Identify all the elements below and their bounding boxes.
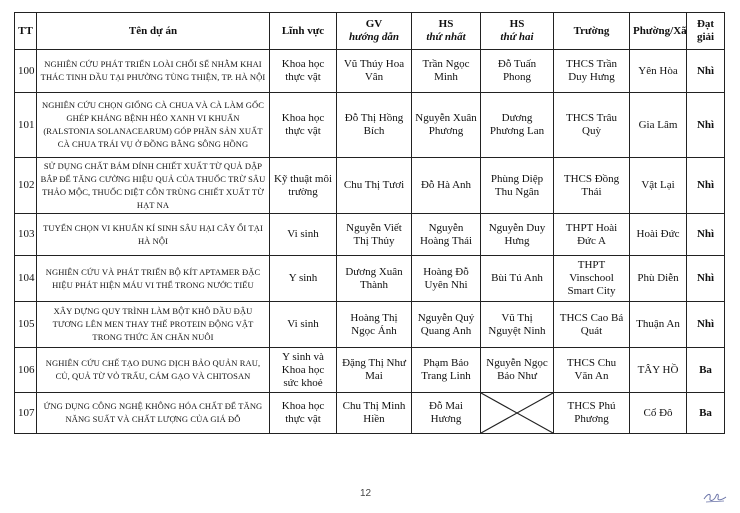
row-field: Khoa học thực vật (270, 393, 337, 434)
table-row (15, 302, 725, 348)
row-advisor: Chu Thị Minh Hiền (337, 393, 412, 434)
header-advisor-line1: GV (365, 18, 383, 30)
row-tt: 103 (15, 214, 37, 256)
header-student2-line1: HS (509, 18, 525, 30)
row-student1: Đỗ Mai Hương (412, 393, 481, 434)
header-advisor-line2: hướng dẫn (348, 31, 400, 43)
row-advisor: Hoàng Thị Ngọc Ánh (337, 302, 412, 348)
row-school: THCS Đồng Thái (554, 158, 630, 214)
header-ward: Phường/Xã (630, 13, 687, 50)
table-row (15, 50, 725, 93)
header-award-line2: giải (696, 31, 715, 43)
row-field: Y sinh (270, 256, 337, 302)
header-student2 (481, 13, 554, 50)
row-school: THCS Trần Duy Hưng (554, 50, 630, 93)
row-ward: Thuận An (630, 302, 687, 348)
row-award: Nhì (687, 214, 725, 256)
row-project: NGHIÊN CỨU CHẾ TẠO DUNG DỊCH BẢO QUẢN RAU, CỦ, QUẢ TỪ VỎ TRẤU, CÁM GẠO VÀ CHITOSAN (37, 348, 270, 393)
row-student2: Phùng Diệp Thu Ngân (481, 158, 554, 214)
row-award: Nhì (687, 302, 725, 348)
row-student1: Phạm Bảo Trang Linh (412, 348, 481, 393)
row-student1: Nguyễn Xuân Phương (412, 93, 481, 158)
signature-mark (702, 490, 728, 504)
row-student2-empty (481, 393, 554, 434)
header-advisor (337, 13, 412, 50)
table-row (15, 158, 725, 214)
row-tt: 105 (15, 302, 37, 348)
row-student1: Đỗ Hà Anh (412, 158, 481, 214)
header-field: Lĩnh vực (270, 13, 337, 50)
row-advisor: Đặng Thị Như Mai (337, 348, 412, 393)
row-student1: Nguyễn Quý Quang Anh (412, 302, 481, 348)
table-row (15, 256, 725, 302)
row-project: ỨNG DỤNG CÔNG NGHỆ KHÔNG HÓA CHẤT ĐỂ TĂNG NĂNG SUẤT VÀ CHẤT LƯỢNG CỦA GIÁ ĐỖ (37, 393, 270, 434)
header-tt: TT (15, 13, 37, 50)
header-student1-line1: HS (438, 18, 454, 30)
table-row (15, 393, 725, 434)
row-school: THPT Vinschool Smart City (554, 256, 630, 302)
row-tt: 107 (15, 393, 37, 434)
row-school: THCS Phú Phương (554, 393, 630, 434)
row-school: THCS Cao Bá Quát (554, 302, 630, 348)
row-project: SỬ DỤNG CHẤT BÁM DÍNH CHIẾT XUẤT TỪ QUẢ DẬP BẮP ĐỂ TĂNG CƯỜNG HIỆU QUẢ CỦA THUỐC TRỪ SÂU THẢO MỘC, THUỐC DIỆT CÔN TRÙNG CHIẾT XUẤT TỪ HẠT NA (37, 158, 270, 214)
header-project: Tên dự án (37, 13, 270, 50)
row-field: Y sinh và Khoa học sức khoẻ (270, 348, 337, 393)
row-tt: 101 (15, 93, 37, 158)
row-project: NGHIÊN CỨU CHỌN GIỐNG CÀ CHUA VÀ CÀ LÀM GỐC GHÉP KHÁNG BỆNH HÉO XANH VI KHUẨN (RALSTONIA SOLANACEARUM) GÓP PHẦN SẢN XUẤT CÀ CHUA TRÁI VỤ Ở ĐỒNG BẰNG SÔNG HỒNG (37, 93, 270, 158)
header-student2-line2: thứ hai (500, 31, 534, 43)
header-row (15, 13, 725, 50)
row-student2: Nguyễn Duy Hưng (481, 214, 554, 256)
header-school: Trường (554, 13, 630, 50)
row-student1: Hoàng Đỗ Uyên Nhi (412, 256, 481, 302)
header-award-line1: Đạt (696, 18, 715, 30)
row-ward: Vật Lại (630, 158, 687, 214)
row-student2: Vũ Thị Nguyệt Ninh (481, 302, 554, 348)
header-student1-line2: thứ nhất (426, 31, 466, 43)
row-award: Ba (687, 393, 725, 434)
row-project: NGHIÊN CỨU PHÁT TRIỂN LOÀI CHỔI SỂ NHẰM KHAI THÁC TINH DẦU TẠI PHƯỜNG TÙNG THIỆN, TP. HÀ NỘI (37, 50, 270, 93)
row-project: TUYỂN CHỌN VI KHUẨN KÍ SINH SÂU HẠI CÂY ỔI TẠI HÀ NỘI (37, 214, 270, 256)
row-tt: 104 (15, 256, 37, 302)
row-advisor: Nguyễn Viết Thị Thủy (337, 214, 412, 256)
row-field: Khoa học thực vật (270, 50, 337, 93)
row-student1: Nguyễn Hoàng Thái (412, 214, 481, 256)
row-field: Vi sinh (270, 302, 337, 348)
awards-table (14, 12, 725, 434)
row-tt: 100 (15, 50, 37, 93)
row-ward: Yên Hòa (630, 50, 687, 93)
row-field: Kỹ thuật môi trường (270, 158, 337, 214)
header-student1 (412, 13, 481, 50)
row-school: THCS Chu Văn An (554, 348, 630, 393)
row-student2: Nguyễn Ngọc Bảo Như (481, 348, 554, 393)
row-field: Khoa học thực vật (270, 93, 337, 158)
row-ward: Gia Lâm (630, 93, 687, 158)
row-project: NGHIÊN CỨU VÀ PHÁT TRIỂN BỘ KÍT APTAMER ĐẶC HIỆU PHÁT HIỆN MÁU VI THỂ TRONG NƯỚC TIỂU (37, 256, 270, 302)
row-ward: Hoài Đức (630, 214, 687, 256)
row-student2: Đỗ Tuấn Phong (481, 50, 554, 93)
row-award: Nhì (687, 158, 725, 214)
row-advisor: Chu Thị Tươi (337, 158, 412, 214)
row-award: Ba (687, 348, 725, 393)
row-award: Nhì (687, 50, 725, 93)
row-project: XÂY DỰNG QUY TRÌNH LÀM BỘT KHÔ DẦU ĐẬU TƯƠNG LÊN MEN THAY THẾ PROTEIN ĐỘNG VẬT TRONG THỨC ĂN CHĂN NUÔI (37, 302, 270, 348)
page-number: 12 (360, 488, 372, 499)
row-student2: Bùi Tú Anh (481, 256, 554, 302)
row-ward: TÂY HỒ (630, 348, 687, 393)
table-row (15, 348, 725, 393)
row-school: THCS Trâu Quỳ (554, 93, 630, 158)
row-tt: 102 (15, 158, 37, 214)
header-award (687, 13, 725, 50)
row-school: THPT Hoài Đức A (554, 214, 630, 256)
row-student1: Trần Ngọc Minh (412, 50, 481, 93)
cross-out-mark (481, 393, 553, 433)
row-advisor: Dương Xuân Thành (337, 256, 412, 302)
table-row (15, 214, 725, 256)
row-ward: Cổ Đô (630, 393, 687, 434)
row-advisor: Đỗ Thị Hồng Bích (337, 93, 412, 158)
row-tt: 106 (15, 348, 37, 393)
row-award: Nhì (687, 256, 725, 302)
row-field: Vi sinh (270, 214, 337, 256)
row-student2: Dương Phương Lan (481, 93, 554, 158)
table-row (15, 93, 725, 158)
row-ward: Phù Diễn (630, 256, 687, 302)
row-advisor: Vũ Thúy Hoa Vân (337, 50, 412, 93)
row-award: Nhì (687, 93, 725, 158)
